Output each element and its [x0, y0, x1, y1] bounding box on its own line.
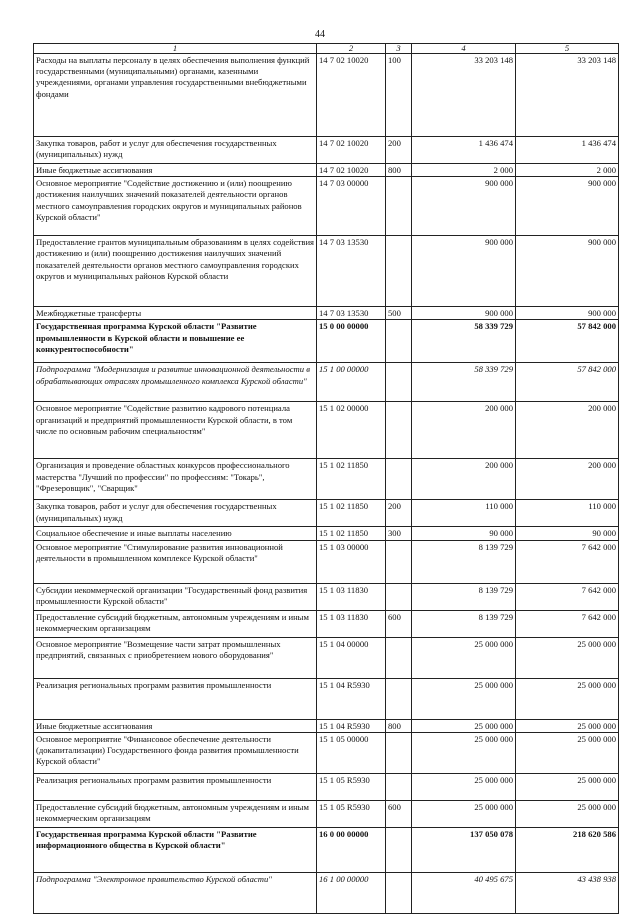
- table-row: [34, 872, 619, 913]
- row-amount-year-2: 33 203 148: [516, 54, 619, 137]
- row-code: 15 1 02 11850: [317, 459, 386, 500]
- row-amount-year-1: 58 339 729: [412, 363, 516, 402]
- row-amount-year-2: 7 642 000: [516, 610, 619, 637]
- row-amount-year-1: 1 436 474: [412, 137, 516, 164]
- row-expense-type: 100: [386, 54, 412, 137]
- row-amount-year-1: 25 000 000: [412, 637, 516, 678]
- row-expense-type: [386, 320, 412, 363]
- table-row: [34, 540, 619, 583]
- row-code: 16 0 00 00000: [317, 827, 386, 872]
- column-number: 4: [412, 44, 516, 54]
- row-expense-type: [386, 363, 412, 402]
- row-amount-year-1: 8 139 729: [412, 540, 516, 583]
- row-name: Иные бюджетные ассигнования: [34, 719, 317, 732]
- row-amount-year-1: 90 000: [412, 527, 516, 540]
- table-row: [34, 307, 619, 320]
- table-row: [34, 459, 619, 500]
- row-code: 15 1 03 11830: [317, 583, 386, 610]
- row-expense-type: 300: [386, 527, 412, 540]
- row-name: Основное мероприятие "Содействие достижению и (или) поощрению достижения наилучших значений показателей деятельности органов местного самоуправления городских округов и муниципальных районов Курской области": [34, 177, 317, 236]
- row-name: Реализация региональных программ развития промышленности: [34, 678, 317, 719]
- row-name: Основное мероприятие "Возмещение части затрат промышленных предприятий, связанных с приобретением нового оборудования": [34, 637, 317, 678]
- row-expense-type: 600: [386, 610, 412, 637]
- row-name: Основное мероприятие "Стимулирование развития инновационной деятельности в промышленном комплексе Курской области": [34, 540, 317, 583]
- row-amount-year-2: 25 000 000: [516, 637, 619, 678]
- row-amount-year-1: 2 000: [412, 164, 516, 177]
- row-name: Иные бюджетные ассигнования: [34, 164, 317, 177]
- row-amount-year-1: 8 139 729: [412, 610, 516, 637]
- row-amount-year-2: 200 000: [516, 459, 619, 500]
- row-name: Реализация региональных программ развития промышленности: [34, 773, 317, 800]
- column-number: 1: [34, 44, 317, 54]
- table-row: [34, 402, 619, 459]
- table-row: [34, 527, 619, 540]
- row-expense-type: [386, 678, 412, 719]
- row-amount-year-2: 900 000: [516, 236, 619, 307]
- row-expense-type: 200: [386, 137, 412, 164]
- budget-table: [33, 43, 619, 914]
- table-row: [34, 164, 619, 177]
- row-code: 15 1 05 R5930: [317, 773, 386, 800]
- row-amount-year-2: 25 000 000: [516, 800, 619, 827]
- row-name: Расходы на выплаты персоналу в целях обеспечения выполнения функций государственными (муниципальными) органами, казенными учреждениями, органами управления государственными внебюджетными фондами: [34, 54, 317, 137]
- table-row: [34, 583, 619, 610]
- row-name: Предоставление субсидий бюджетным, автономным учреждениям и иным некоммерческим организациям: [34, 800, 317, 827]
- row-code: 15 1 04 R5930: [317, 719, 386, 732]
- row-amount-year-1: 200 000: [412, 459, 516, 500]
- row-name: Закупка товаров, работ и услуг для обеспечения государственных (муниципальных) нужд: [34, 137, 317, 164]
- row-name: Предоставление субсидий бюджетным, автономным учреждениям и иным некоммерческим организациям: [34, 610, 317, 637]
- row-name: Основное мероприятие "Финансовое обеспечение деятельности (докапитализации) Государственного фонда развития промышленности Курской области": [34, 732, 317, 773]
- row-code: 14 7 03 00000: [317, 177, 386, 236]
- row-amount-year-2: 25 000 000: [516, 719, 619, 732]
- row-code: 14 7 02 10020: [317, 137, 386, 164]
- column-number: 5: [516, 44, 619, 54]
- row-expense-type: [386, 773, 412, 800]
- table-row: [34, 236, 619, 307]
- row-expense-type: [386, 583, 412, 610]
- row-amount-year-1: 200 000: [412, 402, 516, 459]
- row-expense-type: 600: [386, 800, 412, 827]
- page-number: 44: [315, 29, 325, 40]
- row-amount-year-1: 40 495 675: [412, 872, 516, 913]
- row-amount-year-1: 33 203 148: [412, 54, 516, 137]
- table-row: [34, 827, 619, 872]
- row-amount-year-1: 8 139 729: [412, 583, 516, 610]
- row-code: 15 1 05 00000: [317, 732, 386, 773]
- row-code: 14 7 02 10020: [317, 54, 386, 137]
- table-row: [34, 137, 619, 164]
- table-row: [34, 637, 619, 678]
- row-code: 15 0 00 00000: [317, 320, 386, 363]
- row-name: Предоставление грантов муниципальным образованиям в целях содействия достижению и (или) поощрению достижения наилучших значений показателей деятельности органов местного самоуправления городских округов и муниципальных районов Курской области: [34, 236, 317, 307]
- table-row: [34, 800, 619, 827]
- row-expense-type: [386, 177, 412, 236]
- row-amount-year-2: 900 000: [516, 177, 619, 236]
- row-amount-year-2: 25 000 000: [516, 732, 619, 773]
- row-code: 15 1 00 00000: [317, 363, 386, 402]
- row-name: Субсидии некоммерческой организации "Государственный фонд развития промышленности Курской области": [34, 583, 317, 610]
- row-amount-year-2: 57 842 000: [516, 320, 619, 363]
- row-amount-year-1: 25 000 000: [412, 732, 516, 773]
- row-expense-type: [386, 872, 412, 913]
- row-expense-type: [386, 236, 412, 307]
- row-code: 14 7 02 10020: [317, 164, 386, 177]
- table-row: [34, 773, 619, 800]
- row-expense-type: [386, 827, 412, 872]
- row-expense-type: 500: [386, 307, 412, 320]
- row-expense-type: [386, 732, 412, 773]
- row-code: 15 1 03 11830: [317, 610, 386, 637]
- row-amount-year-2: 1 436 474: [516, 137, 619, 164]
- row-amount-year-1: 25 000 000: [412, 678, 516, 719]
- row-amount-year-2: 57 842 000: [516, 363, 619, 402]
- table-row: [34, 54, 619, 137]
- row-amount-year-2: 90 000: [516, 527, 619, 540]
- row-code: 15 1 04 00000: [317, 637, 386, 678]
- row-name: Межбюджетные трансферты: [34, 307, 317, 320]
- row-code: 15 1 02 11850: [317, 527, 386, 540]
- row-code: 16 1 00 00000: [317, 872, 386, 913]
- table-row: [34, 732, 619, 773]
- row-expense-type: 200: [386, 500, 412, 527]
- row-code: 15 1 04 R5930: [317, 678, 386, 719]
- row-amount-year-2: 25 000 000: [516, 678, 619, 719]
- row-amount-year-1: 110 000: [412, 500, 516, 527]
- row-name: Подпрограмма "Электронное правительство Курской области": [34, 872, 317, 913]
- row-amount-year-1: 58 339 729: [412, 320, 516, 363]
- row-name: Подпрограмма "Модернизация и развитие инновационной деятельности в обрабатывающих отраслях промышленного комплекса Курской области": [34, 363, 317, 402]
- row-expense-type: [386, 459, 412, 500]
- column-number-row: [34, 44, 619, 54]
- row-amount-year-1: 900 000: [412, 307, 516, 320]
- row-amount-year-1: 900 000: [412, 236, 516, 307]
- row-code: 15 1 02 00000: [317, 402, 386, 459]
- table-row: [34, 320, 619, 363]
- row-amount-year-2: 25 000 000: [516, 773, 619, 800]
- row-code: 15 1 03 00000: [317, 540, 386, 583]
- row-code: 14 7 03 13530: [317, 307, 386, 320]
- row-amount-year-2: 200 000: [516, 402, 619, 459]
- row-amount-year-2: 2 000: [516, 164, 619, 177]
- row-amount-year-2: 7 642 000: [516, 583, 619, 610]
- row-amount-year-2: 110 000: [516, 500, 619, 527]
- table-row: [34, 719, 619, 732]
- table-row: [34, 363, 619, 402]
- row-amount-year-2: 218 620 586: [516, 827, 619, 872]
- row-amount-year-2: 7 642 000: [516, 540, 619, 583]
- table-row: [34, 678, 619, 719]
- row-name: Организация и проведение областных конкурсов профессионального мастерства "Лучший по профессии" по профессиям: "Токарь", "Фрезеровщик", "Сварщик": [34, 459, 317, 500]
- row-amount-year-2: 900 000: [516, 307, 619, 320]
- table-row: [34, 177, 619, 236]
- row-expense-type: 800: [386, 164, 412, 177]
- row-code: 15 1 02 11850: [317, 500, 386, 527]
- column-number: 2: [317, 44, 386, 54]
- row-name: Основное мероприятие "Содействие развитию кадрового потенциала организаций и предприятий промышленности Курской области, в том числе по основным рабочим специальностям": [34, 402, 317, 459]
- row-expense-type: [386, 637, 412, 678]
- table-row: [34, 500, 619, 527]
- row-expense-type: [386, 402, 412, 459]
- column-number: 3: [386, 44, 412, 54]
- row-name: Закупка товаров, работ и услуг для обеспечения государственных (муниципальных) нужд: [34, 500, 317, 527]
- row-amount-year-1: 900 000: [412, 177, 516, 236]
- row-expense-type: [386, 540, 412, 583]
- row-name: Государственная программа Курской области "Развитие промышленности в Курской области и повышение ее конкурентоспособности": [34, 320, 317, 363]
- row-expense-type: 800: [386, 719, 412, 732]
- row-amount-year-1: 137 050 078: [412, 827, 516, 872]
- row-code: 14 7 03 13530: [317, 236, 386, 307]
- row-amount-year-1: 25 000 000: [412, 719, 516, 732]
- table-row: [34, 610, 619, 637]
- row-amount-year-1: 25 000 000: [412, 800, 516, 827]
- row-name: Социальное обеспечение и иные выплаты населению: [34, 527, 317, 540]
- row-code: 15 1 05 R5930: [317, 800, 386, 827]
- row-amount-year-2: 43 438 938: [516, 872, 619, 913]
- row-name: Государственная программа Курской области "Развитие информационного общества в Курской области": [34, 827, 317, 872]
- row-amount-year-1: 25 000 000: [412, 773, 516, 800]
